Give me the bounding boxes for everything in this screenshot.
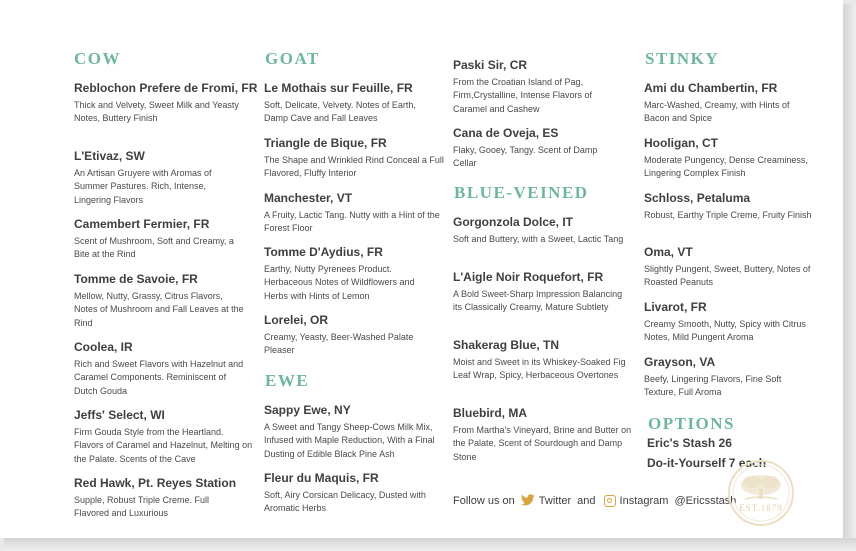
cheese-name: Reblochon Prefere de Fromi, FR bbox=[74, 81, 258, 95]
cheese-name: Le Mothais sur Feuille, FR bbox=[264, 81, 413, 95]
instagram-handle[interactable]: @Ericsstash bbox=[674, 495, 737, 507]
social-footer bbox=[453, 492, 736, 510]
page-shadow-right bbox=[843, 4, 856, 551]
cheese-description: A Fruity, Lactic Tang. Nutty with a Hint of the Forest Floor bbox=[264, 210, 440, 234]
cheese-description: Soft and Buttery, with a Sweet, Lactic Tang bbox=[453, 234, 624, 244]
option-erics-stash: Eric's Stash 26 bbox=[647, 436, 732, 450]
section-heading-cow: COW bbox=[74, 49, 121, 68]
cheese-name: Schloss, Petaluma bbox=[644, 191, 751, 205]
cheese-description: Robust, Earthy Triple Creme, Fruity Finish bbox=[644, 210, 812, 220]
option-do-it-yourself: Do-it-Yourself 7 each bbox=[647, 456, 767, 470]
cheese-name: Shakerag Blue, TN bbox=[453, 338, 560, 352]
cheese-description: Creamy Smooth, Nutty, Spicy with Citrus Notes, Mild Pungent Aroma bbox=[644, 319, 806, 343]
cheese-item bbox=[453, 338, 635, 383]
cheese-item bbox=[264, 81, 446, 126]
cheese-item bbox=[74, 408, 256, 466]
cheese-item bbox=[453, 215, 635, 246]
cheese-name: Lorelei, OR bbox=[264, 313, 329, 327]
cheese-description: Marc-Washed, Creamy, with Hints of Bacon and Spice bbox=[644, 100, 790, 124]
cheese-description: Beefy, Lingering Flavors, Fine Soft Texture, Full Aroma bbox=[644, 374, 782, 398]
twitter-link[interactable]: Twitter bbox=[538, 495, 572, 507]
cheese-name: L'Aigle Noir Roquefort, FR bbox=[453, 270, 604, 284]
cheese-description: From Martha's Vineyard, Brine and Butter on the Palate, Scent of Sourdough and Damp Stone bbox=[453, 425, 632, 462]
and-text: and bbox=[577, 495, 596, 507]
cheese-name: Tomme D'Aydius, FR bbox=[264, 245, 383, 259]
cheese-item bbox=[453, 126, 635, 171]
twitter-icon[interactable] bbox=[521, 494, 535, 509]
cheese-name: Jeffs' Select, WI bbox=[74, 408, 165, 422]
cheese-name: L'Etivaz, SW bbox=[74, 149, 145, 163]
tree-icon bbox=[727, 459, 795, 527]
cheese-description: An Artisan Gruyere with Aromas of Summer Pastures. Rich, Intense, Lingering Flavors bbox=[74, 168, 212, 205]
cheese-name: Camembert Fermier, FR bbox=[74, 217, 210, 231]
cheese-item bbox=[74, 81, 256, 126]
cheese-name: Coolea, IR bbox=[74, 340, 133, 354]
page-shadow-bottom bbox=[4, 538, 856, 551]
cheese-name: Sappy Ewe, NY bbox=[264, 403, 351, 417]
cheese-name: Manchester, VT bbox=[264, 191, 353, 205]
section-heading-goat: GOAT bbox=[265, 49, 320, 68]
cheese-description: Firm Gouda Style from the Heartland. Flavors of Caramel and Hazelnut, Melting on the Palate. Scents of the Cave bbox=[74, 427, 253, 464]
cheese-item bbox=[644, 300, 826, 345]
cheese-name: Livarot, FR bbox=[644, 300, 707, 314]
cheese-name: Hooligan, CT bbox=[644, 136, 718, 150]
instagram-icon[interactable] bbox=[604, 495, 616, 507]
cheese-name: Red Hawk, Pt. Reyes Station bbox=[74, 476, 237, 490]
section-heading-ewe: EWE bbox=[265, 371, 310, 390]
cheese-item bbox=[453, 406, 635, 464]
cheese-item bbox=[453, 58, 635, 116]
cheese-item bbox=[644, 355, 826, 400]
cheese-item bbox=[74, 272, 256, 330]
section-heading-blue-veined: BLUE-VEINED bbox=[454, 183, 589, 202]
cheese-description: A Bold Sweet-Sharp Impression Balancing its Classically Creamy, Mature Subtlety bbox=[453, 289, 623, 313]
cheese-description: A Sweet and Tangy Sheep-Cows Milk Mix, Infused with Maple Reduction, With a Final Dusting of Edible Black Pine Ash bbox=[264, 422, 435, 459]
cheese-description: Creamy, Yeasty, Beer-Washed Palate Pleaser bbox=[264, 332, 414, 356]
cheese-name: Oma, VT bbox=[644, 245, 693, 259]
cheese-description: Soft, Delicate, Velvety. Notes of Earth, Damp Cave and Fall Leaves bbox=[264, 100, 416, 124]
cheese-item bbox=[264, 136, 446, 181]
cheese-name: Grayson, VA bbox=[644, 355, 716, 369]
section-heading-options: OPTIONS bbox=[648, 414, 736, 433]
cheese-name: Gorgonzola Dolce, IT bbox=[453, 215, 574, 229]
cheese-description: Mellow, Nutty, Grassy, Citrus Flavors, Notes of Mushroom and Fall Leaves at the Rind bbox=[74, 291, 244, 328]
cheese-item bbox=[74, 217, 256, 262]
cheese-name: Paski Sir, CR bbox=[453, 58, 528, 72]
cheese-description: From the Croatian Island of Pag, Firm,Crystalline, Intense Flavors of Caramel and Cashew bbox=[453, 77, 593, 114]
cheese-item bbox=[644, 81, 826, 126]
cheese-description: Moderate Pungency, Dense Creaminess, Lingering Complex Finish bbox=[644, 155, 808, 179]
cheese-item bbox=[453, 270, 635, 315]
cheese-item bbox=[74, 340, 256, 398]
cheese-name: Fleur du Maquis, FR bbox=[264, 471, 379, 485]
cheese-description: Moist and Sweet in its Whiskey-Soaked Fig Leaf Wrap, Spicy, Herbaceous Overtones bbox=[453, 357, 626, 381]
cheese-description: Earthy, Nutty Pyrenees Product. Herbaceous Notes of Wildflowers and Herbs with Hints of Lemon bbox=[264, 264, 415, 301]
cheese-item bbox=[644, 191, 826, 222]
cheese-item bbox=[264, 191, 446, 236]
cheese-item bbox=[74, 149, 256, 207]
follow-us-text: Follow us on bbox=[453, 495, 515, 507]
cheese-description: Slightly Pungent, Sweet, Buttery, Notes of Roasted Peanuts bbox=[644, 264, 811, 288]
cheese-item bbox=[74, 476, 256, 521]
cheese-description: Supple, Robust Triple Creme. Full Flavored and Luxurious bbox=[74, 495, 210, 519]
oak-tree-seal bbox=[727, 459, 795, 527]
cheese-item bbox=[264, 245, 446, 303]
cheese-item bbox=[264, 471, 446, 516]
cheese-description: Rich and Sweet Flavors with Hazelnut and Caramel Components. Reminiscent of Dutch Gouda bbox=[74, 359, 244, 396]
cheese-item bbox=[264, 313, 446, 358]
cheese-item bbox=[644, 245, 826, 290]
seal-text: EST.1879 bbox=[739, 503, 783, 513]
cheese-description: Thick and Velvety, Sweet Milk and Yeasty Notes, Buttery Finish bbox=[74, 100, 239, 124]
cheese-name: Cana de Oveja, ES bbox=[453, 126, 559, 140]
cheese-description: The Shape and Wrinkled Rind Conceal a Full Flavored, Fluffy Interior bbox=[264, 155, 444, 179]
cheese-name: Tomme de Savoie, FR bbox=[74, 272, 198, 286]
cheese-description: Soft, Airy Corsican Delicacy, Dusted with Aromatic Herbs bbox=[264, 490, 426, 514]
cheese-name: Ami du Chambertin, FR bbox=[644, 81, 778, 95]
cheese-item bbox=[264, 403, 446, 461]
instagram-link[interactable]: Instagram bbox=[619, 495, 669, 507]
cheese-description: Flaky, Gooey, Tangy. Scent of Damp Cellar bbox=[453, 145, 598, 169]
cheese-name: Triangle de Bique, FR bbox=[264, 136, 387, 150]
cheese-description: Scent of Mushroom, Soft and Creamy, a Bite at the Rind bbox=[74, 236, 234, 260]
section-heading-stinky: STINKY bbox=[645, 49, 720, 68]
cheese-item bbox=[644, 136, 826, 181]
cheese-name: Bluebird, MA bbox=[453, 406, 527, 420]
